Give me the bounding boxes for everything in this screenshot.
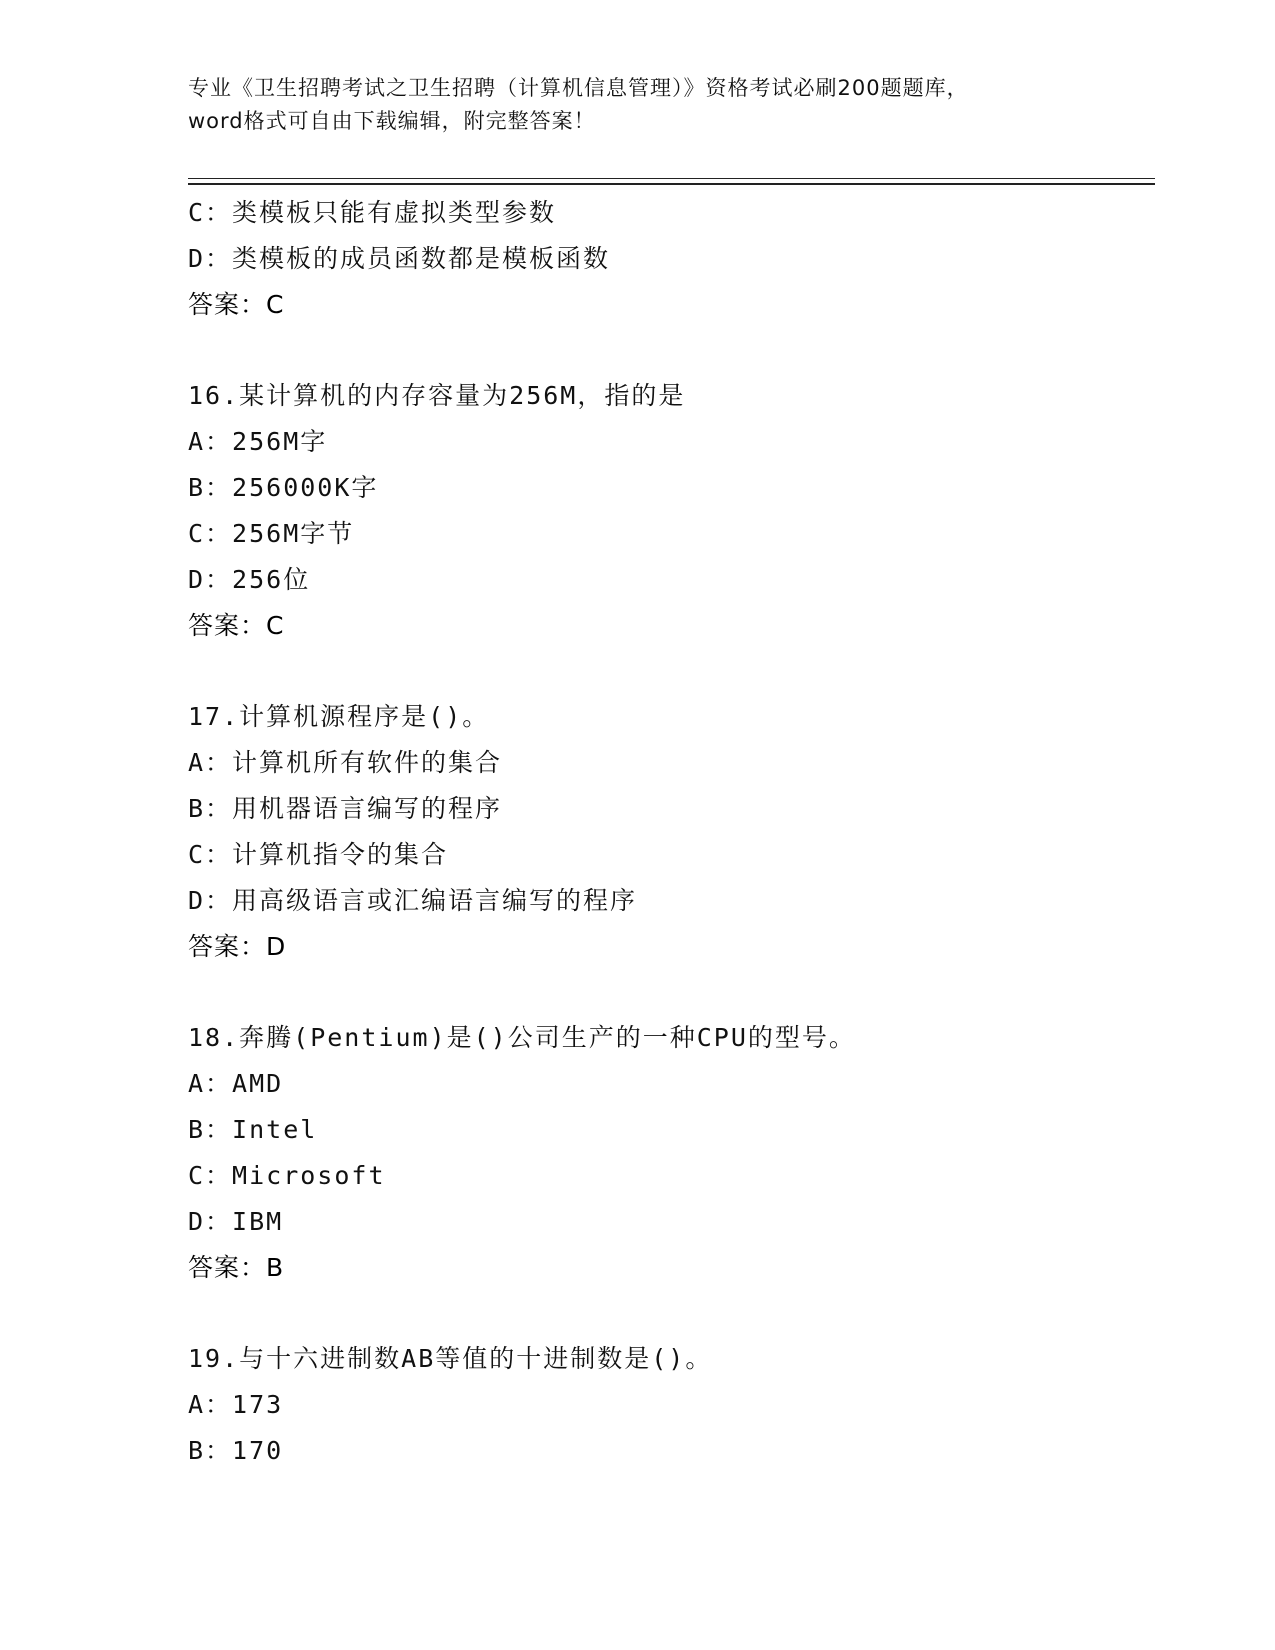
question-stem: 19.与十六进制数AB等值的十进制数是()。 (188, 1344, 713, 1373)
question-stem: 16.某计算机的内存容量为256M，指的是 (188, 381, 686, 410)
spacer (188, 328, 1148, 373)
option-a: A：256M字 (188, 427, 328, 456)
answer-line: 答案：D (188, 932, 287, 961)
header-rule-thick (188, 183, 1155, 185)
option-c: C：类模板只能有虚拟类型参数 (188, 198, 557, 227)
option-d: D：用高级语言或汇编语言编写的程序 (188, 886, 638, 915)
option-a: A：计算机所有软件的集合 (188, 748, 503, 777)
option-d: D：IBM (188, 1207, 284, 1236)
question-block-17 (188, 694, 1148, 970)
option-b: B：用机器语言编写的程序 (188, 794, 503, 823)
spacer (188, 1291, 1148, 1336)
option-b: B：Intel (188, 1115, 318, 1144)
spacer (188, 649, 1148, 694)
option-d: D：256位 (188, 565, 311, 594)
option-d: D：类模板的成员函数都是模板函数 (188, 244, 611, 273)
option-c: C：计算机指令的集合 (188, 840, 449, 869)
option-a: A：AMD (188, 1069, 284, 1098)
question-stem: 17.计算机源程序是()。 (188, 702, 490, 731)
answer-line: 答案：B (188, 1253, 285, 1282)
answer-line: 答案：C (188, 611, 285, 640)
question-block-19 (188, 1336, 1148, 1474)
question-block-15 (188, 190, 1148, 328)
header-line-1: 专业《卫生招聘考试之卫生招聘（计算机信息管理）》资格考试必刷200题题库， (188, 76, 969, 100)
option-c: C：256M字节 (188, 519, 355, 548)
header-line-2: word格式可自由下载编辑，附完整答案！ (188, 109, 596, 133)
option-b: B：256000K字 (188, 473, 379, 502)
option-b: B：170 (188, 1436, 284, 1465)
answer-line: 答案：C (188, 290, 285, 319)
spacer (188, 970, 1148, 1015)
question-block-18 (188, 1015, 1148, 1291)
question-stem: 18.奔腾(Pentium)是()公司生产的一种CPU的型号。 (188, 1023, 856, 1052)
header-rule-thin (188, 178, 1155, 179)
option-a: A：173 (188, 1390, 284, 1419)
question-block-16 (188, 373, 1148, 649)
document-header (188, 72, 1088, 138)
document-body (188, 190, 1148, 1474)
option-c: C：Microsoft (188, 1161, 386, 1190)
